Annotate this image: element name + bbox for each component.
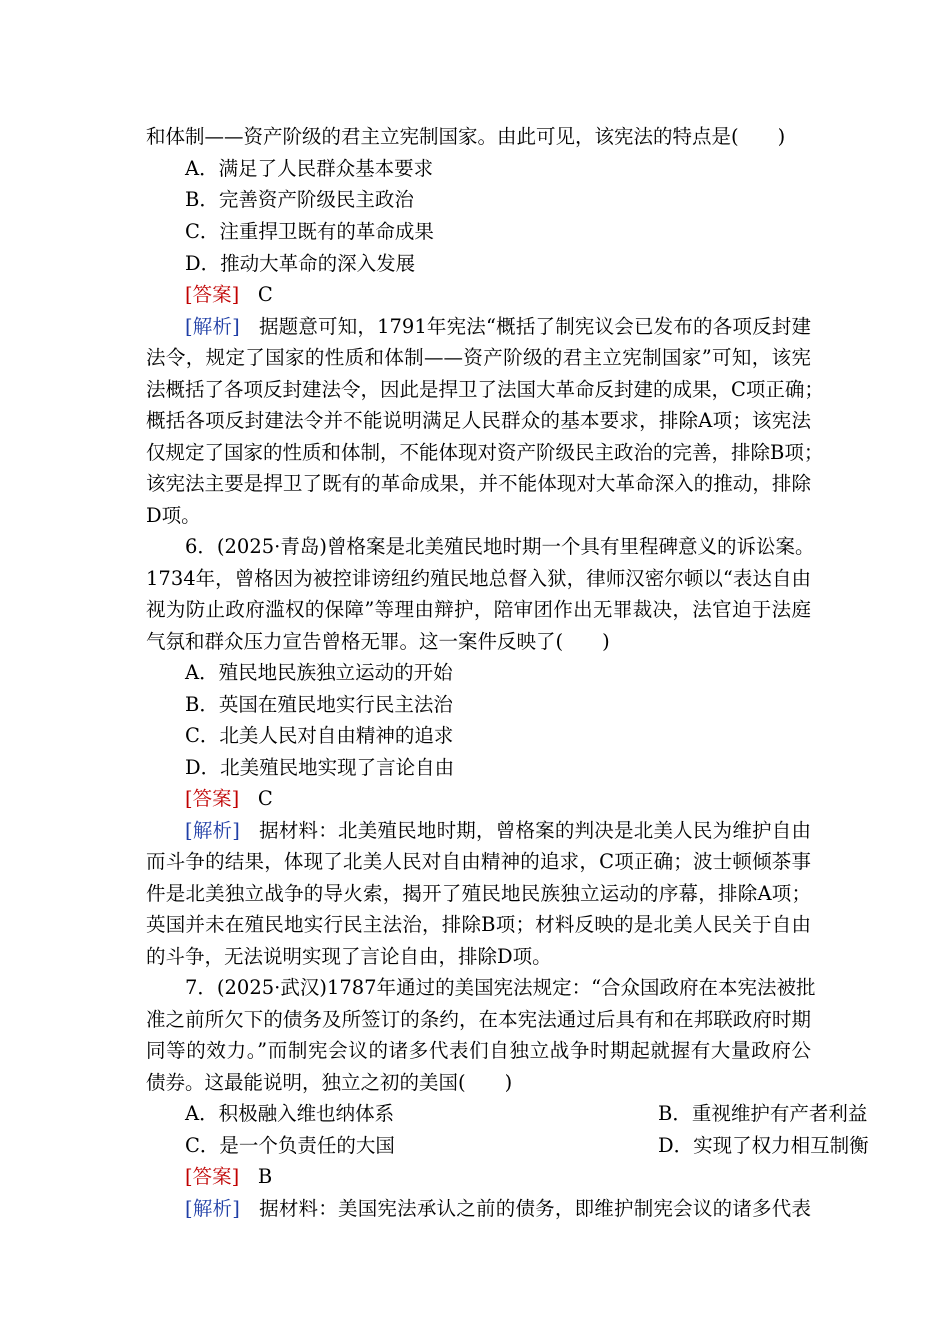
q6-analysis-last: 的斗争，无法说明实现了言论自由，排除D项。 xyxy=(146,945,552,968)
q6-answer-line xyxy=(185,783,811,815)
q5-option-d: D．推动大革命的深入发展 xyxy=(185,252,416,275)
q6-analysis-line: 件是北美独立战争的导火索，揭开了殖民地民族独立运动的序幕，排除A项； xyxy=(146,882,811,905)
analysis-text: 据材料：北美殖民地时期，曾格案的判决是北美人民为维护自由 xyxy=(259,819,811,842)
q5-analysis-line: 法令，规定了国家的性质和体制——资产阶级的君主立宪制国家”可知，该宪 xyxy=(146,346,811,369)
analysis-tag: [解析] xyxy=(185,1197,240,1220)
q5-option-a: A．满足了人民群众基本要求 xyxy=(185,157,434,180)
question-7-stem-line: 同等的效力。”而制宪会议的诸多代表们自独立战争时期起就握有大量政府公 xyxy=(146,1039,811,1062)
q7-option-a: A．积极融入维也纳体系 xyxy=(185,1102,395,1125)
q6-analysis-line: 英国并未在殖民地实行民主法治，排除B项；材料反映的是北美人民关于自由 xyxy=(146,913,811,936)
q5-analysis-last: D项。 xyxy=(146,504,201,527)
q6-option-c: C．北美人民对自由精神的追求 xyxy=(185,724,454,747)
q7-option-b: B．重视维护有产者利益 xyxy=(658,1102,868,1125)
question-6-stem-line: 1734年，曾格因为被控诽谤纽约殖民地总督入狱，律师汉密尔顿以“表达自由 xyxy=(146,567,811,590)
answer-value: C xyxy=(257,283,273,306)
q5-option-b: B．完善资产阶级民主政治 xyxy=(185,188,414,211)
q6-analysis-first xyxy=(185,815,811,847)
analysis-text: 据材料：美国宪法承认之前的债务，即维护制宪会议的诸多代表 xyxy=(259,1197,811,1220)
q5-answer-line xyxy=(185,279,811,311)
q6-option-b: B．英国在殖民地实行民主法治 xyxy=(185,693,453,716)
q5-analysis-line: 该宪法主要是捍卫了既有的革命成果，并不能体现对大革命深入的推动，排除 xyxy=(146,472,811,495)
question-7-stem-line: 准之前所欠下的债务及所签订的条约，在本宪法通过后具有和在邦联政府时期 xyxy=(146,1008,811,1031)
q7-analysis-first xyxy=(185,1193,811,1225)
q5-analysis-line: 法概括了各项反封建法令，因此是捍卫了法国大革命反封建的成果，C项正确； xyxy=(146,378,824,401)
q6-analysis-line: 而斗争的结果，体现了北美人民对自由精神的追求，C项正确；波士顿倾茶事 xyxy=(146,850,811,873)
question-7-stem-last: 债券。这最能说明，独立之初的美国( ) xyxy=(146,1071,513,1094)
answer-value: C xyxy=(257,787,273,810)
q6-option-a: A．殖民地民族独立运动的开始 xyxy=(185,661,453,684)
q7-options-row-2 xyxy=(185,1130,869,1162)
q7-option-d: D．实现了权力相互制衡 xyxy=(658,1134,869,1157)
q5-option-c: C．注重捍卫既有的革命成果 xyxy=(185,220,434,243)
q7-option-c: C．是一个负责任的大国 xyxy=(185,1134,395,1157)
q6-option-d: D．北美殖民地实现了言论自由 xyxy=(185,756,455,779)
q7-answer-line xyxy=(185,1161,811,1193)
answer-tag: [答案] xyxy=(185,283,240,306)
question-5-stem-cont: 和体制——资产阶级的君主立宪制国家。由此可见，该宪法的特点是( ) xyxy=(146,125,786,148)
question-6-stem-last: 气氛和群众压力宣告曾格无罪。这一案件反映了( ) xyxy=(146,630,610,653)
answer-value: B xyxy=(257,1165,273,1188)
q7-options-row-1 xyxy=(185,1098,868,1130)
question-6-stem-first: 6．(2025·青岛)曾格案是北美殖民地时期一个具有里程碑意义的诉讼案。 xyxy=(185,535,815,558)
analysis-tag: [解析] xyxy=(185,819,240,842)
question-6-stem-line: 视为防止政府滥权的保障”等理由辩护，陪审团作出无罪裁决，法官迫于法庭 xyxy=(146,598,811,621)
question-7-stem-first: 7．(2025·武汉)1787年通过的美国宪法规定：“合众国政府在本宪法被批 xyxy=(185,976,816,999)
q5-analysis-line: 概括各项反封建法令并不能说明满足人民群众的基本要求，排除A项；该宪法 xyxy=(146,409,811,432)
q5-analysis-line: 仅规定了国家的性质和体制，不能体现对资产阶级民主政治的完善，排除B项； xyxy=(146,441,824,464)
answer-tag: [答案] xyxy=(185,1165,240,1188)
q5-analysis-first xyxy=(185,311,811,343)
analysis-tag: [解析] xyxy=(185,315,240,338)
answer-tag: [答案] xyxy=(185,787,240,810)
analysis-text: 据题意可知，1791年宪法“概括了制宪议会已发布的各项反封建 xyxy=(258,315,811,338)
